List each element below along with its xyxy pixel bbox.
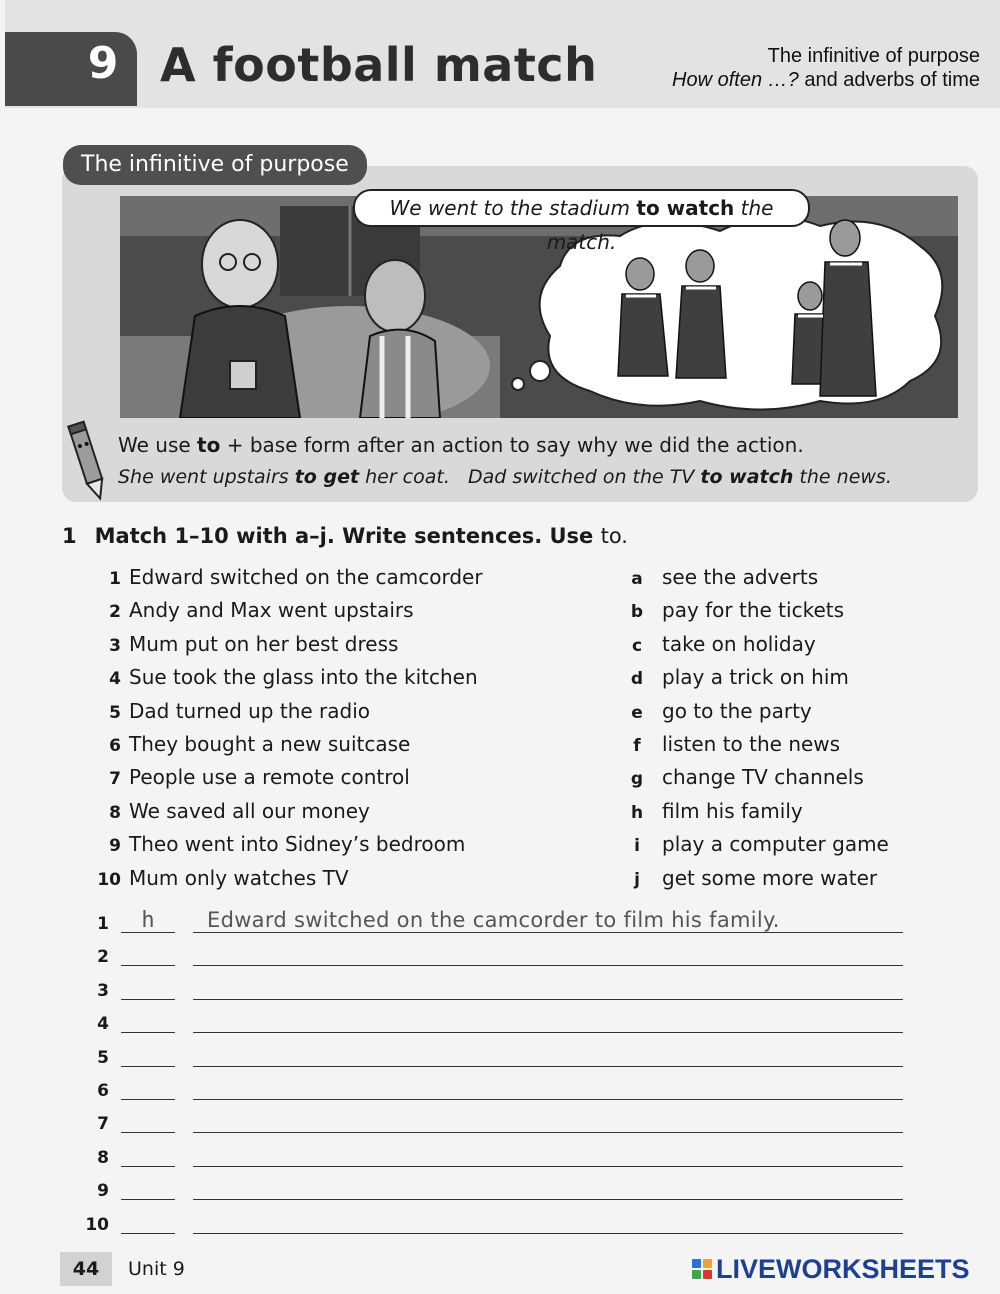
answer-number: 10 xyxy=(85,1214,109,1235)
right-item xyxy=(628,562,889,595)
answer-number: 4 xyxy=(97,1014,109,1035)
letter-blank[interactable] xyxy=(121,1233,175,1234)
item-letter: a xyxy=(631,569,643,589)
illustration-drawing xyxy=(120,196,958,418)
item-letter: e xyxy=(631,702,643,723)
answer-row xyxy=(85,1175,905,1208)
item-number: 10 xyxy=(97,869,121,890)
item-number: 1 xyxy=(109,569,121,589)
page-title: A football match xyxy=(160,38,598,92)
answer-row xyxy=(85,1042,905,1075)
unit-number: 9 xyxy=(87,38,119,89)
answer-number: 8 xyxy=(97,1147,109,1168)
item-number: 8 xyxy=(109,802,121,823)
brand-logo[interactable] xyxy=(692,1252,970,1286)
answer-row xyxy=(85,1008,905,1041)
logo-square xyxy=(692,1270,701,1279)
letter-blank[interactable] xyxy=(121,1099,175,1100)
grammar-examples: She went upstairs to get her coat. Dad switched on the TV to watch the news. xyxy=(118,466,892,488)
item-text: Andy and Max went upstairs xyxy=(129,598,414,623)
right-item xyxy=(628,729,889,762)
item-text: Mum only watches TV xyxy=(129,865,349,890)
item-text: Sue took the glass into the kitchen xyxy=(129,665,478,690)
left-item xyxy=(85,863,483,896)
item-text: see the adverts xyxy=(662,565,819,589)
right-item xyxy=(628,829,889,862)
answer-row xyxy=(85,1075,905,1108)
answer-sentence[interactable]: Edward switched on the camcorder to film his family. xyxy=(207,908,780,932)
exercise-instruction: 1 Match 1–10 with a–j. Write sentences. Use to. xyxy=(62,524,628,548)
item-number: 4 xyxy=(109,669,121,690)
sentence-blank[interactable] xyxy=(193,1233,903,1234)
illustration xyxy=(120,196,958,418)
item-text: Edward switched on the camcorder xyxy=(129,565,483,589)
answer-row xyxy=(85,1209,905,1242)
answer-number: 1 xyxy=(97,914,109,934)
item-number: 3 xyxy=(109,635,121,656)
item-text: take on holiday xyxy=(662,631,816,656)
right-item xyxy=(628,796,889,829)
left-item xyxy=(85,696,483,729)
sentence-blank[interactable] xyxy=(193,1032,903,1033)
answer-lines xyxy=(85,908,905,1242)
item-letter: i xyxy=(634,836,640,857)
item-text: get some more water xyxy=(662,865,878,890)
item-letter: h xyxy=(630,802,644,823)
item-letter: c xyxy=(631,635,643,656)
topic-1: The infinitive of purpose xyxy=(767,45,980,67)
letter-blank[interactable] xyxy=(121,965,175,966)
item-number: 7 xyxy=(109,769,121,790)
item-number: 5 xyxy=(109,702,121,723)
left-item xyxy=(85,796,483,829)
right-item xyxy=(628,696,889,729)
logo-square xyxy=(703,1270,712,1279)
item-text: listen to the news xyxy=(662,731,841,756)
left-item xyxy=(85,629,483,662)
item-text: They bought a new suitcase xyxy=(129,731,411,756)
item-text: pay for the tickets xyxy=(662,598,845,623)
item-number: 6 xyxy=(109,735,121,756)
letter-blank[interactable] xyxy=(121,1132,175,1133)
right-item xyxy=(628,595,889,628)
item-letter: j xyxy=(634,869,640,890)
item-text: People use a remote control xyxy=(129,765,410,790)
topic-2: How often …? and adverbs of time xyxy=(672,69,980,91)
item-text: film his family xyxy=(662,798,803,823)
item-letter: b xyxy=(630,602,644,623)
letter-blank[interactable] xyxy=(121,1199,175,1200)
answer-number: 7 xyxy=(97,1114,109,1135)
sentence-blank[interactable] xyxy=(193,1166,903,1167)
answer-letter[interactable]: h xyxy=(141,908,155,933)
logo-square xyxy=(692,1259,701,1268)
answer-row xyxy=(85,1108,905,1141)
sentence-blank[interactable] xyxy=(193,1066,903,1067)
letter-blank[interactable] xyxy=(121,1066,175,1067)
left-item xyxy=(85,829,483,862)
left-item xyxy=(85,595,483,628)
sentence-blank[interactable] xyxy=(193,1099,903,1100)
sentence-blank[interactable] xyxy=(193,965,903,966)
unit-label: Unit 9 xyxy=(128,1258,185,1280)
letter-blank[interactable] xyxy=(121,999,175,1000)
item-text: Theo went into Sidney’s bedroom xyxy=(129,832,466,857)
right-item xyxy=(628,662,889,695)
sentence-blank[interactable] xyxy=(193,999,903,1000)
item-text: go to the party xyxy=(662,698,812,723)
pencil-icon xyxy=(66,418,112,504)
left-item xyxy=(85,662,483,695)
item-number: 9 xyxy=(109,836,121,857)
logo-square xyxy=(703,1259,712,1268)
grammar-rule: We use to + base form after an action to say why we did the action. xyxy=(118,433,804,457)
answer-number: 3 xyxy=(97,980,109,1001)
item-text: play a computer game xyxy=(662,832,889,857)
answer-row xyxy=(85,941,905,974)
answer-row xyxy=(85,908,905,941)
left-item xyxy=(85,762,483,795)
match-list-right xyxy=(628,562,889,896)
brand-name: LIVEWORKSHEETS xyxy=(716,1253,970,1284)
answer-number: 2 xyxy=(97,947,109,968)
left-item xyxy=(85,562,483,595)
item-letter: f xyxy=(633,735,641,756)
left-item xyxy=(85,729,483,762)
right-item xyxy=(628,629,889,662)
sentence-blank[interactable] xyxy=(193,932,903,933)
letter-blank[interactable] xyxy=(121,1032,175,1033)
answer-row xyxy=(85,1142,905,1175)
item-text: Mum put on her best dress xyxy=(129,631,399,656)
answer-row xyxy=(85,975,905,1008)
right-item xyxy=(628,863,889,896)
sentence-blank[interactable] xyxy=(193,1199,903,1200)
answer-number: 9 xyxy=(97,1181,109,1202)
answer-number: 6 xyxy=(97,1080,109,1101)
item-text: change TV channels xyxy=(662,765,864,790)
speech-bubble: We went to the stadium to watch the match. xyxy=(353,189,810,227)
answer-number: 5 xyxy=(97,1047,109,1068)
header-topics xyxy=(672,44,980,92)
item-text: play a trick on him xyxy=(662,665,849,690)
match-list-left xyxy=(85,562,483,896)
item-letter: g xyxy=(630,769,644,790)
item-letter: d xyxy=(630,669,644,690)
item-number: 2 xyxy=(109,602,121,623)
item-text: Dad turned up the radio xyxy=(129,698,371,723)
sentence-blank[interactable] xyxy=(193,1132,903,1133)
item-text: We saved all our money xyxy=(129,798,370,823)
liveworksheets-icon xyxy=(692,1259,712,1279)
section-label: The infinitive of purpose xyxy=(63,145,367,185)
page-number: 44 xyxy=(60,1252,112,1286)
right-item xyxy=(628,762,889,795)
letter-blank[interactable] xyxy=(121,1166,175,1167)
